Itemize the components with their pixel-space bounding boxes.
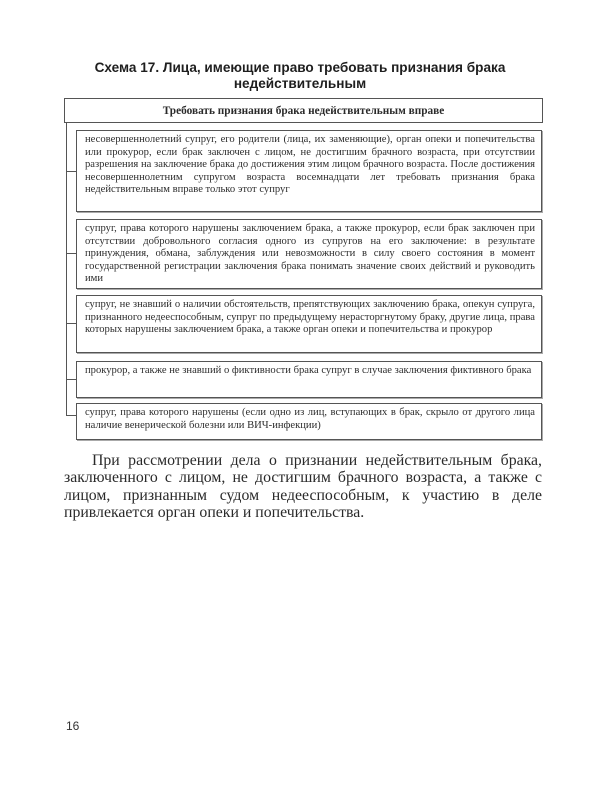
page-number: 16 [66, 719, 80, 733]
scheme-item-text: супруг, права которого нарушены (если одно из лиц, вступающих в брак, скрыло от другого лица наличие венерической болезни или ВИЧ-инфекции) [85, 407, 535, 431]
header-divider [64, 122, 543, 123]
scheme-item-box-3 [76, 295, 542, 353]
scheme-item-text: супруг, права которого нарушены заключением брака, а также прокурор, если брак заключен при отсутствии добровольного согласия одного из супругов на его заключение: в результате принуждения, обмана, заблуждения или невозможности в силу своего состояния в момент государственной регистрации заключения брака понимать значение своих действий и руководить ими [85, 223, 535, 285]
scheme-item-text: супруг, не знавший о наличии обстоятельств, препятствующих заключению брака, опекун супруга, признанного недееспособным, супруг по предыдущему нерасторгнутому браку, другие лица, права которых нарушены заключением брака, а также орган опеки и попечительства и прокурор [85, 299, 535, 336]
scheme-item-box-4 [76, 361, 542, 398]
scheme-item-box-2 [76, 219, 542, 289]
scheme-header-box [64, 98, 543, 123]
connector-branch-1 [66, 171, 76, 172]
scheme-item-box-5 [76, 403, 542, 440]
connector-branch-4 [66, 379, 76, 380]
scheme-item-text: несовершеннолетний супруг, его родители (лица, их заменяющие), орган опеки и попечительства или прокурор, если брак заключен с лицом, не достигшим брачного возраста, при отсутствии разрешения на заключение брака до достижения этим лицом брачного возраста. После достижения несовершеннолетним супругом возраста восемнадцати лет требовать признания брака недействительным вправе только этот супруг [85, 134, 535, 196]
connector-branch-2 [66, 253, 76, 254]
scheme-item-text: прокурор, а также не знавший о фиктивности брака супруг в случае заключения фиктивного брака [85, 365, 532, 376]
scheme-title: Схема 17. Лица, имеющие право требовать признания брака недействительным [94, 60, 506, 91]
scheme-header-label: Требовать признания брака недействительным вправе [162, 104, 445, 117]
connector-branch-5 [66, 415, 76, 416]
connector-branch-3 [66, 323, 76, 324]
connector-trunk-line [66, 123, 67, 416]
scheme-item-box-1 [76, 130, 542, 212]
body-paragraph: При рассмотрении дела о признании недействительным брака, заключенного с лицом, не достигшим брачного возраста, а также с лицом, признанным судом недееспособным, к участию в деле привлекается орган опеки и попечительства. [64, 452, 542, 521]
